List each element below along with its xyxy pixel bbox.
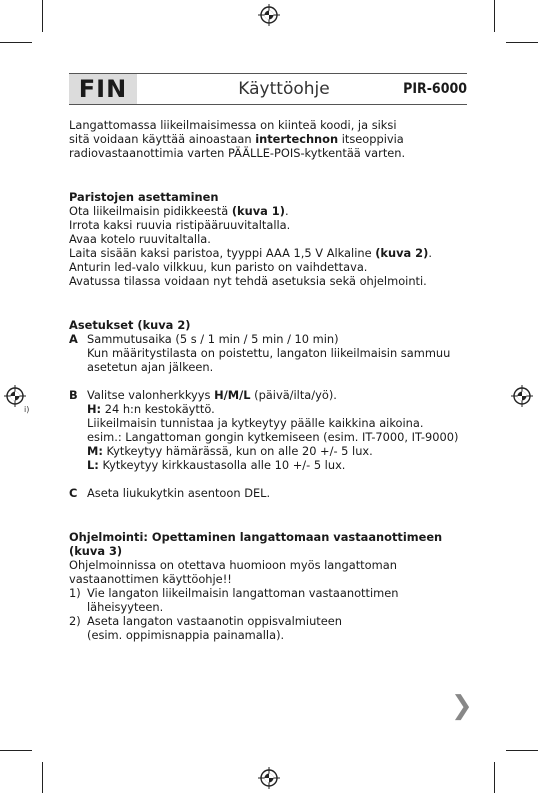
text-line: Valitse valonherkkyys H/M/L (päivä/ilta/yö).: [87, 388, 337, 402]
step-1: [69, 586, 479, 614]
text-line: Ohjelmoinnissa on otettava huomioon myös langattoman: [69, 558, 397, 572]
text-line: Aseta langaton vastaanotin oppisvalmiuteen: [87, 614, 342, 628]
text-line: Ota liikeilmaisin pidikkeestä (kuva 1).: [69, 204, 289, 218]
item-letter: B: [69, 388, 78, 402]
text-line: (esim. oppimisnappia painamalla).: [87, 628, 285, 642]
intro-line: sitä voidaan käyttää ainoastaan intertechnon itseoppivia: [69, 132, 404, 146]
item-letter: C: [69, 486, 78, 500]
crop-mark: [0, 42, 32, 43]
text-line: esim.: Langattoman gongin kytkemiseen (esim. IT-7000, IT-9000): [87, 430, 459, 444]
text-line: Liikeilmaisin tunnistaa ja kytkeytyy päälle kaikkina aikoina.: [87, 416, 424, 430]
page-header: [69, 73, 467, 105]
crop-mark: [506, 42, 538, 43]
crop-mark: [42, 762, 43, 793]
crop-mark: [494, 762, 495, 793]
section-batteries: [69, 190, 479, 288]
text-line: Vie langaton liikeilmaisin langattoman vastaanottimen: [87, 586, 399, 600]
text-line: asetetun ajan jälkeen.: [87, 360, 214, 374]
registration-mark-icon: [258, 4, 280, 26]
settings-item-c: [69, 486, 479, 500]
settings-item-a: [69, 332, 479, 374]
section-heading: Ohjelmointi: Opettaminen langattomaan vastaanottimeen: [69, 530, 443, 544]
section-heading: Paristojen asettaminen: [69, 190, 219, 204]
text-line: Irrota kaksi ruuvia ristipääruuvitaltalla.: [69, 218, 291, 232]
text-line: Avaa kotelo ruuvitaltalla.: [69, 232, 211, 246]
text-line: M: Kytkeytyy hämärässä, kun on alle 20 +/- 5 lux.: [87, 444, 373, 458]
section-settings: [69, 318, 479, 500]
crop-mark: [494, 0, 495, 32]
intro-paragraph: [69, 118, 479, 160]
step-2: [69, 614, 479, 642]
registration-mark-icon: [4, 385, 26, 407]
intro-line: radiovastaanottimia varten PÄÄLLE-POIS-kytkentää varten.: [69, 146, 406, 160]
crop-mark: [0, 750, 32, 751]
section-heading: Asetukset (kuva 2): [69, 318, 191, 332]
crop-mark: [42, 0, 43, 32]
section-heading: (kuva 3): [69, 544, 123, 558]
text-line: Sammutusaika (5 s / 1 min / 5 min / 10 min): [87, 332, 339, 346]
settings-item-b: [69, 388, 479, 472]
text-line: vastaanottimen käyttöohje!!: [69, 572, 232, 586]
text-line: Aseta liukukytkin asentoon DEL.: [87, 486, 271, 500]
step-number: 2): [69, 614, 81, 628]
text-line: Avatussa tilassa voidaan nyt tehdä asetuksia sekä ohjelmointi.: [69, 274, 427, 288]
page-title: Käyttöohje: [238, 79, 330, 99]
text-line: Kun määritystilasta on poistettu, langaton liikeilmaisin sammuu: [87, 346, 451, 360]
item-letter: A: [69, 332, 78, 346]
registration-mark-icon: [511, 385, 533, 407]
registration-mark-icon: [258, 767, 280, 789]
intro-line: Langattomassa liikeilmaisimessa on kiinteä koodi, ja siksi: [69, 118, 397, 132]
side-mark: i): [24, 405, 30, 414]
model-number: PIR-6000: [403, 81, 467, 97]
text-line: H: 24 h:n kestokäyttö.: [87, 402, 215, 416]
text-line: läheisyyteen.: [87, 600, 164, 614]
crop-mark: [506, 750, 538, 751]
next-page-icon[interactable]: ❯: [451, 691, 473, 721]
language-code: FIN: [69, 74, 137, 104]
document-body: [69, 118, 479, 642]
text-line: Laita sisään kaksi paristoa, tyyppi AAA 1,5 V Alkaline (kuva 2).: [69, 246, 432, 260]
step-number: 1): [69, 586, 81, 600]
text-line: L: Kytkeytyy kirkkaustasolla alle 10 +/- 5 lux.: [87, 458, 346, 472]
text-line: Anturin led-valo vilkkuu, kun paristo on vaihdettava.: [69, 260, 368, 274]
section-programming: [69, 530, 479, 642]
